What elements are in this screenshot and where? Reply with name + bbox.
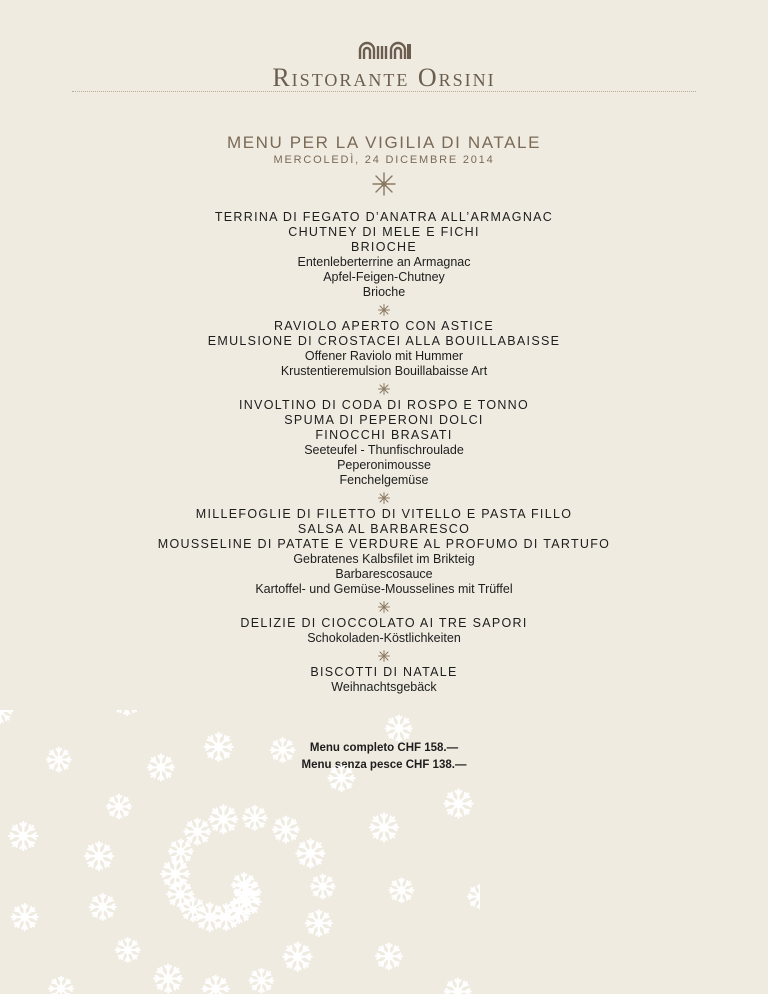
course-german-line: Seeteufel - Thunfischroulade bbox=[304, 443, 464, 457]
snowflake-icon bbox=[232, 873, 256, 897]
menu-date: MERCOLEDÌ, 24 DICEMBRE 2014 bbox=[273, 154, 495, 166]
snowflake-icon bbox=[284, 943, 312, 971]
star-separator-icon bbox=[0, 300, 768, 319]
restaurant-name: Ristorante Orsini bbox=[272, 63, 496, 92]
course-block bbox=[0, 665, 768, 695]
course-italian-line: FINOCCHI BRASATI bbox=[315, 428, 453, 442]
menu-title: MENU PER LA VIGILIA DI NATALE bbox=[226, 133, 542, 152]
snowflake-icon bbox=[444, 790, 472, 818]
course-german-line: Barbarescosauce bbox=[335, 567, 433, 581]
snowflake-icon bbox=[213, 904, 239, 930]
snowflake-icon bbox=[114, 710, 140, 715]
snowflake-icon bbox=[167, 881, 193, 907]
price-block bbox=[0, 740, 768, 774]
snowflake-icon bbox=[196, 903, 224, 931]
snowflake-icon bbox=[0, 710, 12, 723]
snowflake-icon bbox=[227, 899, 251, 923]
course-german-line: Apfel-Feigen-Chutney bbox=[323, 270, 445, 284]
snowflake-icon bbox=[468, 885, 480, 909]
snowflake-icon bbox=[311, 874, 335, 898]
course-italian-line: INVOLTINO DI CODA DI ROSPO E TONNO bbox=[238, 398, 530, 412]
snowflake-icon bbox=[154, 965, 182, 993]
course-italian-line: RAVIOLO APERTO CON ASTICE bbox=[273, 319, 495, 333]
price-full-menu: Menu completo CHF 158.— bbox=[309, 742, 459, 754]
snowflake-icon bbox=[232, 888, 260, 916]
course-italian-line: CHUTNEY DI MELE E FICHI bbox=[288, 225, 480, 239]
course-german-line: Krustentieremulsion Bouillabaisse Art bbox=[280, 364, 488, 378]
snowflake-icon bbox=[161, 860, 189, 888]
course-german-line: Entenleberterrine an Armagnac bbox=[297, 255, 471, 269]
course-german-line: Gebratenes Kalbsfilet im Brikteig bbox=[293, 552, 475, 566]
price-no-fish-menu: Menu senza pesce CHF 138.— bbox=[301, 759, 467, 771]
course-german-line: Weihnachtsgebäck bbox=[331, 680, 437, 694]
course-german-line: Peperonimousse bbox=[337, 458, 431, 472]
course-list bbox=[0, 210, 768, 695]
course-block bbox=[0, 210, 768, 300]
course-block bbox=[0, 319, 768, 379]
snowflake-icon bbox=[273, 817, 299, 843]
snowflake-icon bbox=[9, 822, 37, 850]
star-separator-icon bbox=[0, 379, 768, 398]
course-italian-line: BRIOCHE bbox=[350, 240, 418, 254]
snowflake-icon bbox=[235, 879, 261, 905]
header-divider bbox=[72, 91, 696, 92]
snowflake-icon bbox=[184, 819, 210, 845]
snowflake-icon bbox=[389, 878, 413, 902]
snowflake-icon bbox=[370, 813, 398, 841]
snowflake-icon bbox=[169, 839, 193, 863]
course-italian-line: BISCOTTI DI NATALE bbox=[310, 665, 458, 679]
snowflake-icon bbox=[243, 806, 267, 830]
course-german-line: Brioche bbox=[362, 285, 406, 299]
snowflake-icon bbox=[49, 977, 73, 994]
snowflake-icon bbox=[12, 904, 38, 930]
snowflake-icon bbox=[85, 842, 113, 870]
course-italian-line: SPUMA DI PEPERONI DOLCI bbox=[284, 413, 484, 427]
course-german-line: Kartoffel- und Gemüse-Mousselines mit Trüffel bbox=[255, 582, 513, 596]
course-italian-line: SALSA AL BARBARESCO bbox=[297, 522, 471, 536]
star-separator-icon bbox=[0, 488, 768, 507]
snowflake-icon bbox=[376, 943, 402, 969]
snowflake-icon bbox=[306, 910, 332, 936]
orsini-logo-icon bbox=[358, 41, 412, 61]
course-italian-line: MOUSSELINE DI PATATE E VERDURE AL PROFUMO DI TARTUFO bbox=[157, 537, 611, 551]
snowflake-icon bbox=[90, 894, 116, 920]
course-german-line: Schokoladen-Köstlichkeiten bbox=[307, 631, 461, 645]
course-german-line: Offener Raviolo mit Hummer bbox=[304, 349, 464, 363]
snowflake-icon bbox=[296, 839, 324, 867]
snowflake-icon bbox=[209, 805, 237, 833]
snowflake-icon bbox=[249, 969, 273, 993]
course-italian-line: TERRINA DI FEGATO D’ANATRA ALL’ARMAGNAC bbox=[214, 210, 554, 224]
course-italian-line: DELIZIE DI CIOCCOLATO AI TRE SAPORI bbox=[240, 616, 528, 630]
course-german-line: Fenchelgemüse bbox=[339, 473, 429, 487]
snowflake-icon bbox=[107, 795, 131, 819]
star-ornament-icon bbox=[371, 171, 397, 197]
snowflake-icon bbox=[203, 976, 229, 994]
course-italian-line: MILLEFOGLIE DI FILETTO DI VITELLO E PASTA FILLO bbox=[195, 507, 573, 521]
snowflake-icon bbox=[386, 715, 412, 741]
course-block bbox=[0, 507, 768, 597]
snowflake-icon bbox=[181, 897, 205, 921]
snowflake-icon bbox=[116, 938, 140, 962]
course-block bbox=[0, 398, 768, 488]
course-block bbox=[0, 616, 768, 646]
snowflake-icon bbox=[445, 979, 471, 994]
star-separator-icon bbox=[0, 646, 768, 665]
star-separator-icon bbox=[0, 597, 768, 616]
course-italian-line: EMULSIONE DI CROSTACEI ALLA BOUILLABAISSE bbox=[207, 334, 561, 348]
